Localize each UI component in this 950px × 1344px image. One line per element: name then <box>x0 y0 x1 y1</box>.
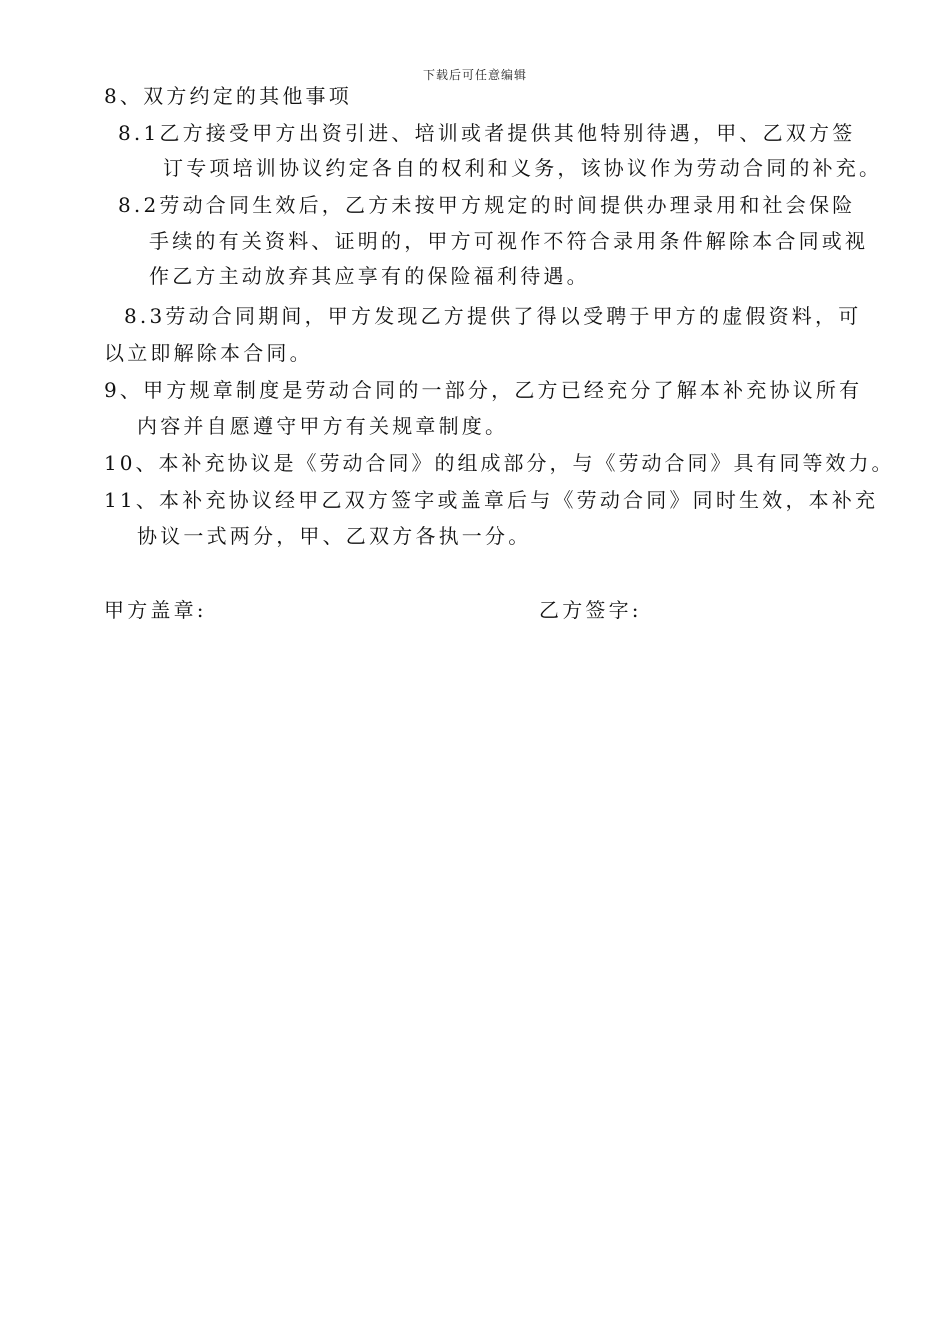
party-b-signature-label: 乙方签字: <box>539 598 642 622</box>
item-10: 10、本补充协议是《劳动合同》的组成部分，与《劳动合同》具有同等效力。 <box>104 451 895 475</box>
item-8-1-line-2: 订专项培训协议约定各自的权利和义务，该协议作为劳动合同的补充。 <box>163 156 883 180</box>
item-9-line-2: 内容并自愿遵守甲方有关规章制度。 <box>137 414 509 438</box>
item-8-title: 8、双方约定的其他事项 <box>104 84 352 108</box>
item-8-2-line-1: 8.2劳动合同生效后，乙方未按甲方规定的时间提供办理录用和社会保险 <box>118 193 856 217</box>
item-8-2-line-2: 手续的有关资料、证明的，甲方可视作不符合录用条件解除本合同或视 <box>149 229 869 253</box>
item-8-2-line-3: 作乙方主动放弃其应享有的保险福利待遇。 <box>149 264 590 288</box>
party-a-seal-label: 甲方盖章: <box>104 598 207 622</box>
item-11-line-1: 11、本补充协议经甲乙双方签字或盖章后与《劳动合同》同时生效，本补充 <box>104 488 879 512</box>
item-11-line-2: 协议一式两分，甲、乙双方各执一分。 <box>137 524 532 548</box>
item-8-1-line-1: 8.1乙方接受甲方出资引进、培训或者提供其他特别待遇，甲、乙双方签 <box>118 121 856 145</box>
page-header: 下载后可任意编辑 <box>422 68 527 82</box>
item-8-3-line-1: 8.3劳动合同期间，甲方发现乙方提供了得以受聘于甲方的虚假资料，可 <box>124 304 862 328</box>
item-9-line-1: 9、甲方规章制度是劳动合同的一部分，乙方已经充分了解本补充协议所有 <box>104 378 863 402</box>
item-8-3-line-2: 以立即解除本合同。 <box>104 341 313 365</box>
